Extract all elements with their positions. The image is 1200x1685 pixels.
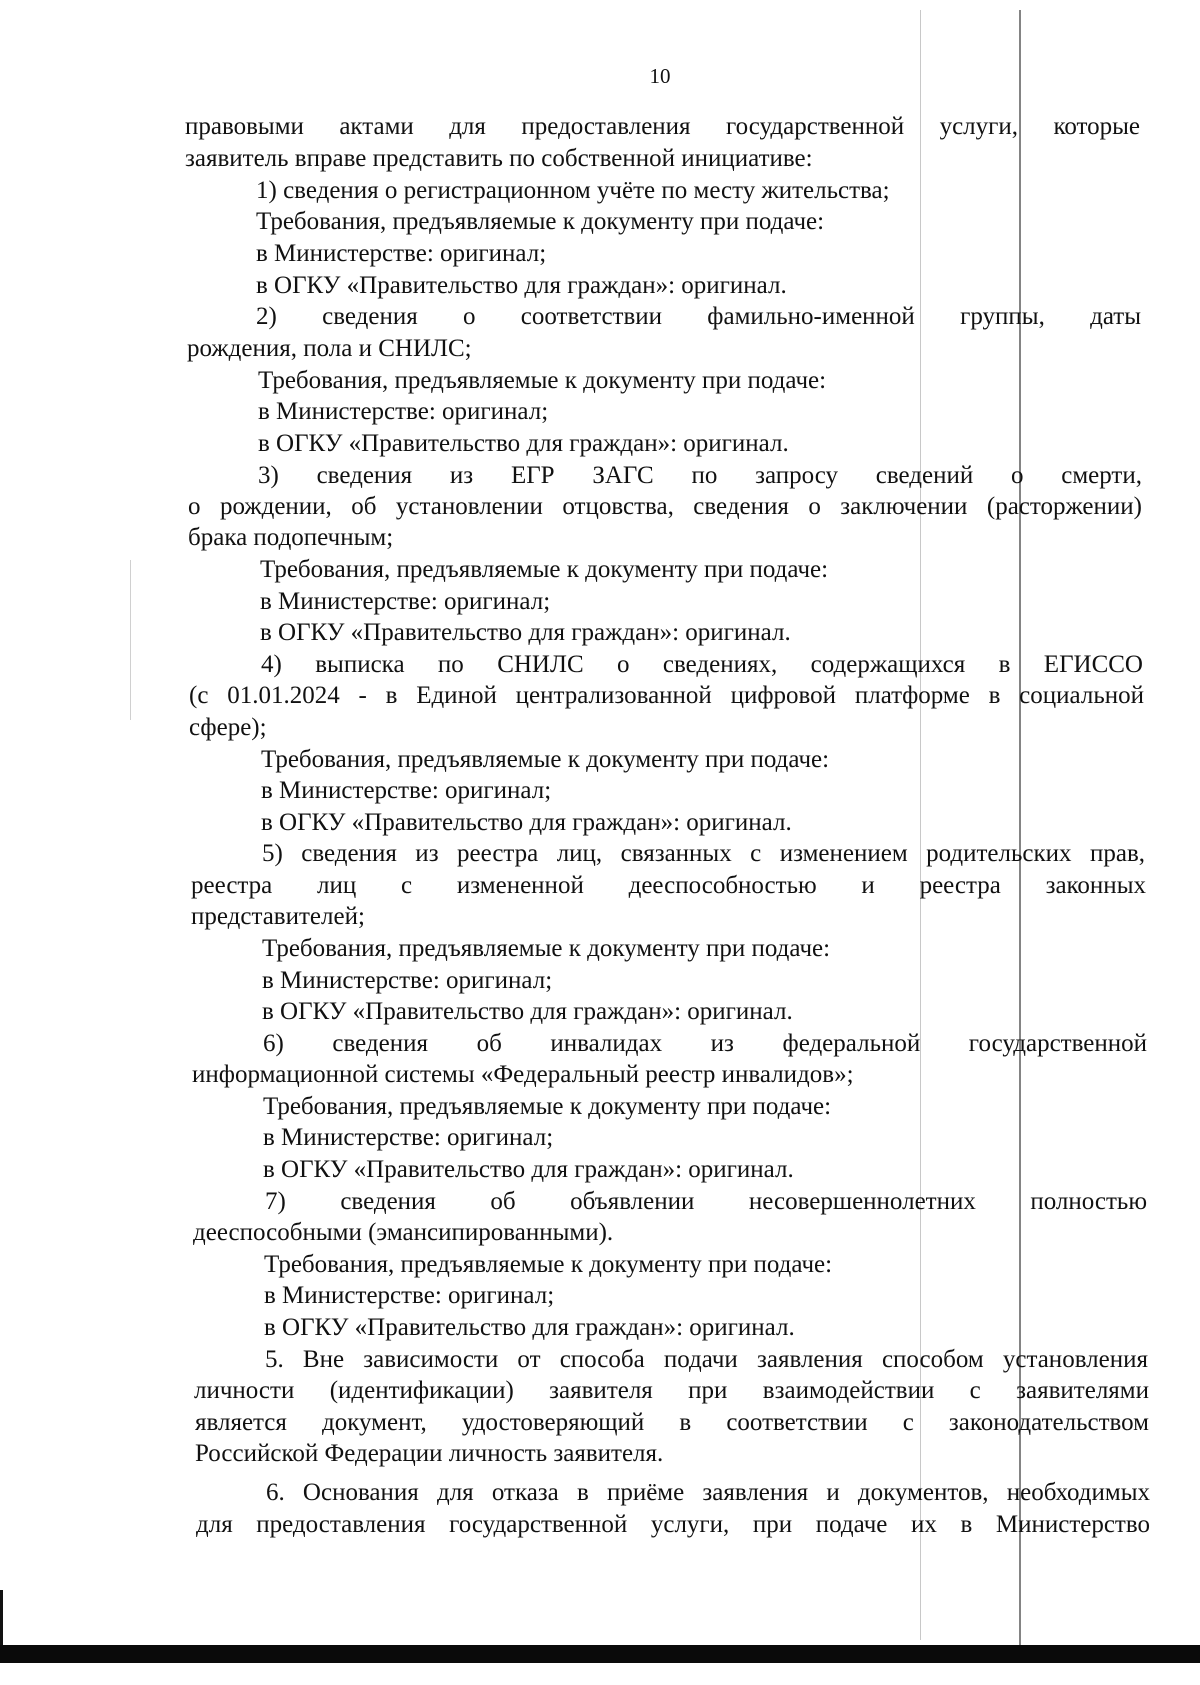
text-line: 6. Основания для отказа в приёме заявления и документов, необходимых bbox=[266, 1479, 1150, 1506]
text-line: в ОГКУ «Правительство для граждан»: оригинал. bbox=[263, 1156, 794, 1183]
text-line: 4) выписка по СНИЛС о сведениях, содержащихся в ЕГИССО bbox=[261, 651, 1143, 678]
scan-bottom-border bbox=[0, 1645, 1200, 1663]
text-line: реестра лиц с измененной дееспособностью и реестра законных bbox=[191, 872, 1146, 899]
page-number: 10 bbox=[649, 64, 671, 88]
text-line: дееспособными (эмансипированными). bbox=[193, 1219, 614, 1246]
text-line: правовыми актами для предоставления государственной услуги, которые bbox=[185, 113, 1140, 140]
text-line: сфере); bbox=[189, 714, 267, 741]
text-line: о рождении, об установлении отцовства, сведения о заключении (расторжении) bbox=[188, 493, 1142, 520]
scan-faint-mark bbox=[130, 560, 131, 720]
text-line: в Министерстве: оригинал; bbox=[260, 588, 551, 615]
text-line: является документ, удостоверяющий в соответствии с законодательством bbox=[195, 1409, 1149, 1436]
text-line: Требования, предъявляемые к документу при подаче: bbox=[261, 746, 830, 773]
text-line: Требования, предъявляемые к документу при подаче: bbox=[264, 1251, 833, 1278]
text-line: 3) сведения из ЕГР ЗАГС по запросу сведений о смерти, bbox=[258, 462, 1142, 489]
text-line: представителей; bbox=[191, 903, 365, 930]
text-line: Требования, предъявляемые к документу при подаче: bbox=[256, 208, 825, 235]
text-line: в ОГКУ «Правительство для граждан»: оригинал. bbox=[264, 1314, 795, 1341]
text-line: для предоставления государственной услуги, при подаче их в Министерство bbox=[196, 1511, 1150, 1538]
text-line: в Министерстве: оригинал; bbox=[261, 777, 552, 804]
text-line: информационной системы «Федеральный реестр инвалидов»; bbox=[192, 1061, 854, 1088]
text-line: в ОГКУ «Правительство для граждан»: оригинал. bbox=[262, 998, 793, 1025]
text-line: в ОГКУ «Правительство для граждан»: оригинал. bbox=[261, 809, 792, 836]
text-line: в ОГКУ «Правительство для граждан»: оригинал. bbox=[256, 272, 787, 299]
text-line: брака подопечным; bbox=[188, 524, 394, 551]
text-line: в Министерстве: оригинал; bbox=[264, 1282, 555, 1309]
text-line: Требования, предъявляемые к документу при подаче: bbox=[262, 935, 831, 962]
text-line: 6) сведения об инвалидах из федеральной государственной bbox=[263, 1030, 1147, 1057]
text-line: рождения, пола и СНИЛС; bbox=[187, 335, 472, 362]
text-line: в Министерстве: оригинал; bbox=[263, 1124, 554, 1151]
text-line: 1) сведения о регистрационном учёте по месту жительства; bbox=[256, 177, 890, 204]
text-line: (с 01.01.2024 - в Единой централизованной цифровой платформе в социальной bbox=[189, 682, 1144, 709]
text-line: 2) сведения о соответствии фамильно-именной группы, даты bbox=[256, 303, 1141, 330]
text-line: 7) сведения об объявлении несовершеннолетних полностью bbox=[265, 1188, 1147, 1215]
text-line: в Министерстве: оригинал; bbox=[262, 967, 553, 994]
text-line: Российской Федерации личность заявителя. bbox=[195, 1440, 664, 1467]
text-line: Требования, предъявляемые к документу при подаче: bbox=[260, 556, 829, 583]
text-line: личности (идентификации) заявителя при взаимодействии с заявителями bbox=[194, 1377, 1149, 1404]
text-line: в ОГКУ «Правительство для граждан»: оригинал. bbox=[260, 619, 791, 646]
text-line: 5. Вне зависимости от способа подачи заявления способом установления bbox=[265, 1346, 1148, 1373]
scan-edge bbox=[0, 1590, 3, 1650]
text-line: в Министерстве: оригинал; bbox=[258, 398, 549, 425]
text-line: в ОГКУ «Правительство для граждан»: оригинал. bbox=[258, 430, 789, 457]
text-line: 5) сведения из реестра лиц, связанных с изменением родительских прав, bbox=[262, 840, 1145, 867]
text-line: в Министерстве: оригинал; bbox=[256, 240, 547, 267]
text-line: Требования, предъявляемые к документу при подаче: bbox=[258, 367, 827, 394]
text-line: Требования, предъявляемые к документу при подаче: bbox=[263, 1093, 832, 1120]
text-line: заявитель вправе представить по собственной инициативе: bbox=[185, 145, 813, 172]
